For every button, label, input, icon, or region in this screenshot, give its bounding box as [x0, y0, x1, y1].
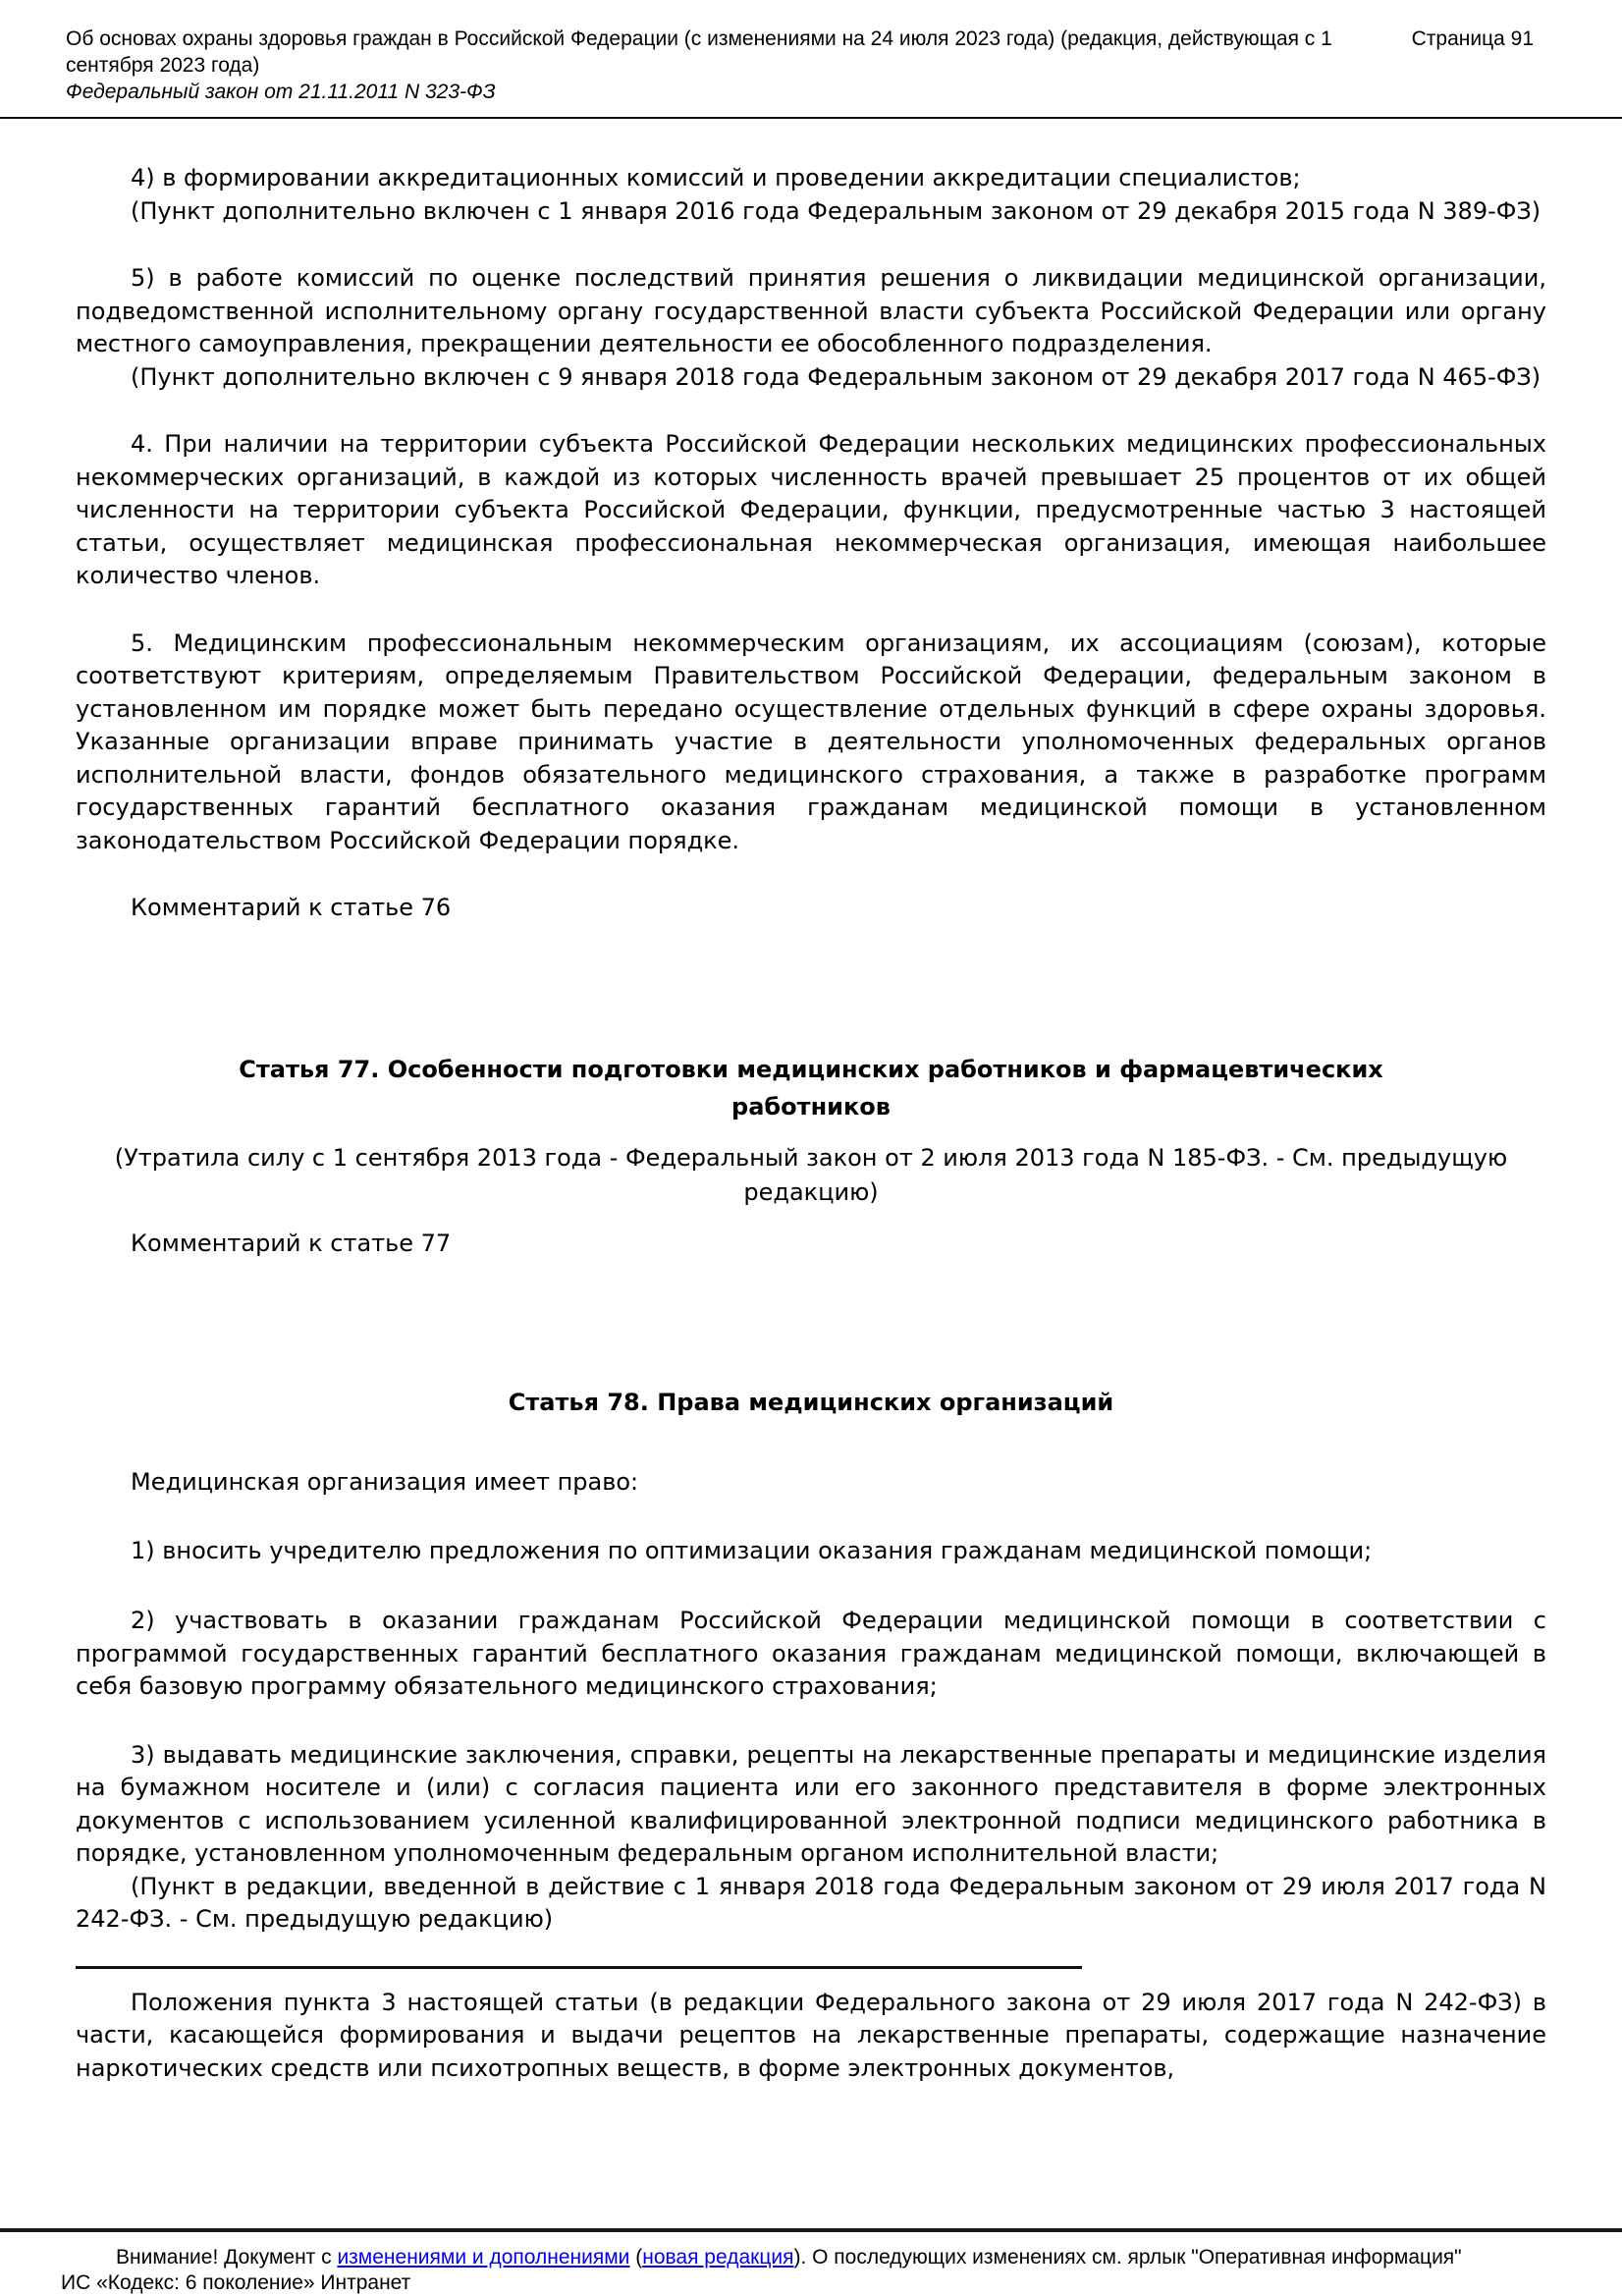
paragraph-clause-4: 4. При наличии на территории субъекта Российской Федерации нескольких медицинских профессиональных некоммерческих организаций, в каждой из которых численность врачей превышает 25 процентов от их общей численности на территории субъекта Российской Федерации, функции, предусмотренные частью 3 настоящей статьи, осуществляет медицинская профессиональная некоммерческая организация, имеющая наибольшее количество членов.	[76, 430, 1546, 589]
paragraph-footnote-242fz: Положения пункта 3 настоящей статьи (в редакции Федерального закона от 29 июля 2017 года N 242-ФЗ) в части, касающейся формирования и выдачи рецептов на лекарственные препараты, содержащие назначение наркотических средств или психотропных веществ, в форме электронных документов,	[76, 1988, 1546, 2082]
new-edition-link[interactable]: новая редакция	[642, 2246, 794, 2269]
page-header	[0, 0, 1622, 105]
document-subtitle: Федеральный закон от 21.11.2011 N 323-ФЗ	[66, 81, 496, 103]
paragraph-note-242fz: (Пункт в редакции, введенной в действие с 1 января 2018 года Федеральным законом от 29 июля 2017 года N 242-ФЗ. - См. предыдущую редакцию)	[76, 1872, 1546, 1933]
comment-article-76: Комментарий к статье 76	[131, 894, 452, 921]
article-77-heading: Статья 77. Особенности подготовки медицинских работников и фармацевтических работников	[239, 1055, 1383, 1121]
header-divider	[0, 117, 1622, 119]
document-body	[0, 162, 1622, 2085]
paragraph-note-465fz: (Пункт дополнительно включен с 9 января 2018 года Федеральным законом от 29 декабря 2017 года N 465-ФЗ)	[131, 362, 1541, 391]
page-number: Страница 91	[1411, 27, 1534, 50]
footer-notice-middle: (	[629, 2246, 643, 2269]
page-footer	[0, 2228, 1622, 2296]
document-title: Об основах охраны здоровья граждан в Российской Федерации (с изменениями на 24 июля 2023 года) (редакция, действующая с 1 сентября 2023 года)	[66, 27, 1332, 77]
paragraph-item-4: 4) в формировании аккредитационных комиссий и проведении аккредитации специалистов;	[131, 164, 1301, 191]
paragraph-clause-5: 5. Медицинским профессиональным некоммерческим организациям, их ассоциациям (союзам), которые соответствуют критериям, определяемым Правительством Российской Федерации, федеральным законом в установленном им порядке может быть передано осуществление отдельных функций в сфере охраны здоровья. Указанные организации вправе принимать участие в деятельности уполномоченных федеральных органов исполнительной власти, фондов обязательного медицинского страхования, а также в разработке программ государственных гарантий бесплатного оказания гражданам медицинской помощи в установленном законодательством Российской Федерации порядке.	[76, 629, 1546, 854]
footer-notice-prefix: Внимание! Документ с	[116, 2246, 338, 2269]
paragraph-item-3: 3) выдавать медицинские заключения, справки, рецепты на лекарственные препараты и медицинские изделия на бумажном носителе и (или) с согласия пациента или его законного представителя в форме электронных документов с использованием усиленной квалифицированной электронной подписи медицинского работника в порядке, установленном уполномоченным федеральным органом исполнительной власти;	[76, 1740, 1546, 1867]
footer-text-block	[0, 2232, 1622, 2296]
paragraph-note-389fz: (Пункт дополнительно включен с 1 января 2016 года Федеральным законом от 29 декабря 2015 года N 389-ФЗ)	[131, 196, 1541, 225]
amendments-link[interactable]: изменениями и дополнениями	[337, 2246, 630, 2269]
footnote-divider	[76, 1966, 1082, 1969]
article-78-heading: Статья 78. Права медицинских организаций	[508, 1389, 1114, 1416]
footer-source: ИС «Кодекс: 6 поколение» Интранет	[61, 2271, 411, 2294]
paragraph-item-5: 5) в работе комиссий по оценке последствий принятия решения о ликвидации медицинской организации, подведомственной исполнительному органу государственной власти субъекта Российской Федерации или органу местного самоуправления, прекращении деятельности ее обособленного подразделения.	[76, 264, 1546, 357]
paragraph-lead: Медицинская организация имеет право:	[131, 1468, 639, 1496]
paragraph-item-1: 1) вносить учредителю предложения по оптимизации оказания гражданам медицинской помощи;	[131, 1536, 1373, 1564]
paragraph-item-2: 2) участвовать в оказании гражданам Российской Федерации медицинской помощи в соответствии с программой государственных гарантий бесплатного оказания гражданам медицинской помощи, включающей в себя базовую программу обязательного медицинского страхования;	[76, 1607, 1546, 1700]
comment-article-77: Комментарий к статье 77	[131, 1229, 452, 1257]
footer-notice	[61, 2245, 1573, 2270]
article-77-repealed-note: (Утратила силу с 1 сентября 2013 года - Федеральный закон от 2 июля 2013 года N 185-ФЗ. - См. предыдущую редакцию)	[114, 1143, 1508, 1206]
footer-notice-suffix: ). О последующих изменениях см. ярлык "Оперативная информация"	[793, 2246, 1462, 2269]
header-title-block	[66, 26, 1334, 105]
